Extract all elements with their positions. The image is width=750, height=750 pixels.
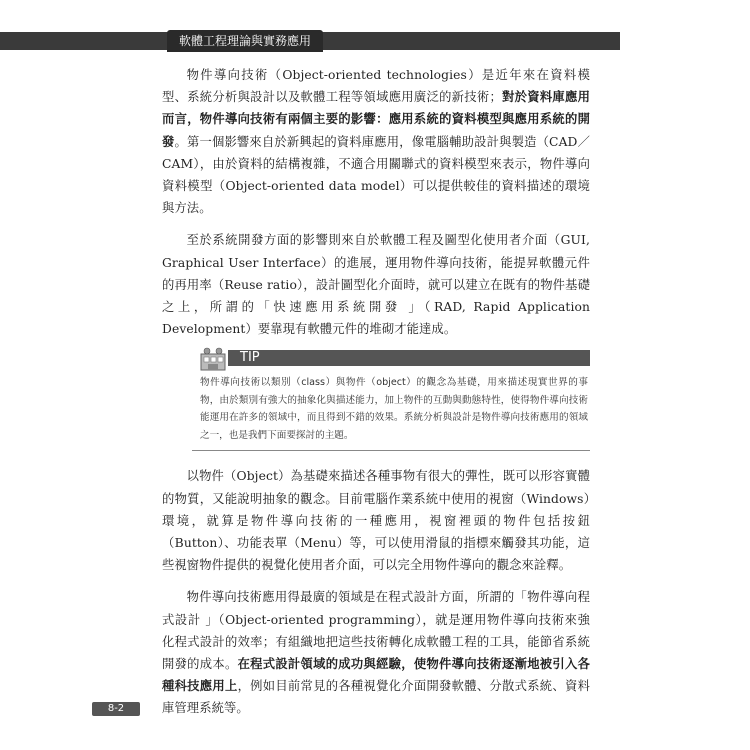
paragraph-4-bold: 在程式設計領域的成功與經驗，使物件導向技術逐漸地被引入各種科技應用上 bbox=[162, 656, 590, 694]
paragraph-1-bold: 對於資料庫應用而言，物件導向技術有兩個主要的影響：應用系統的資料模型與應用系統的開發 bbox=[162, 89, 591, 149]
page-body bbox=[162, 64, 590, 730]
paragraph-2 bbox=[162, 229, 590, 340]
chapter-header-title: 軟體工程理論與實務應用 bbox=[167, 30, 323, 52]
tip-icon bbox=[198, 346, 228, 374]
paragraph-4 bbox=[162, 586, 590, 719]
paragraph-1-seg-3: 。第一個影響來自於新興起的資料庫應用，像電腦輔助設計與製造（CAD／CAM），由於資料的結構複雜，不適合用關聯式的資料模型來表示，物件導向資料模型（Object-oriented data model）可以提供較佳的資料描述的環境與方法。 bbox=[162, 134, 590, 216]
paragraph-1-seg-1: 物件導向技術（Object-oriented technologies）是近年來在資料模型、系統分析與設計以及軟體工程等領域應用廣泛的新技術； bbox=[162, 68, 590, 105]
paragraph-2-seg-1: 至於系統開發方面的影響則來自於軟體工程及圖型化使用者介面（GUI, Graphical User Interface）的進展，運用物件導向技術，能提昇軟體元件的再用率（Reuse ratio），設計圖型化介面時，就可以建立在既有的物件基礎之上，所謂的「快速應用系統開發 」（RAD, Rapid Application Development）要靠現有軟體元件的堆砌才能達成。 bbox=[162, 233, 590, 337]
paragraph-3-seg-1: 以物件（Object）為基礎來描述各種事物有很大的彈性，既可以形容實體的物質，又能說明抽象的觀念。目前電腦作業系統中使用的視窗（Windows）環境，就算是物件導向技術的一種應用，視窗裡頭的物件包括按鈕（Button）、功能表單（Menu）等，可以使用滑鼠的指標來觸發其功能，這些視窗物件提供的視覺化使用者介面，可以完全用物件導向的觀念來詮釋。 bbox=[162, 469, 590, 573]
tip-box bbox=[192, 350, 590, 451]
page-number: 8-2 bbox=[92, 702, 140, 716]
paragraph-1 bbox=[162, 64, 590, 219]
tip-text: 物件導向技術以類別（class）與物件（object）的觀念為基礎，用來描述現實世界的事物，由於類別有強大的抽象化與描述能力，加上物件的互動與動態特性，使得物件導向技術能運用在許多的領域中，而且得到不錯的效果。系統分析與設計是物件導向技術應用的領域之一，也是我們下面要探討的主題。 bbox=[200, 377, 588, 441]
tip-label: TIP bbox=[240, 350, 260, 366]
paragraph-4-seg-1: 物件導向技術應用得最廣的領域是在程式設計方面，所謂的「物件導向程式設計 」（Object-oriented programming），就是運用物件導向技術來強化程式設計的效率；有組織地把這些技術轉化成軟體工程的工具，能節省系統開發的成本。 bbox=[162, 590, 590, 672]
tip-header-bar bbox=[228, 350, 590, 366]
paragraph-4-seg-3: ，例如目前常見的各種視覺化介面開發軟體、分散式系統、資料庫管理系統等。 bbox=[162, 679, 590, 716]
tip-bottom-rule bbox=[192, 450, 590, 451]
paragraph-3 bbox=[162, 465, 590, 576]
